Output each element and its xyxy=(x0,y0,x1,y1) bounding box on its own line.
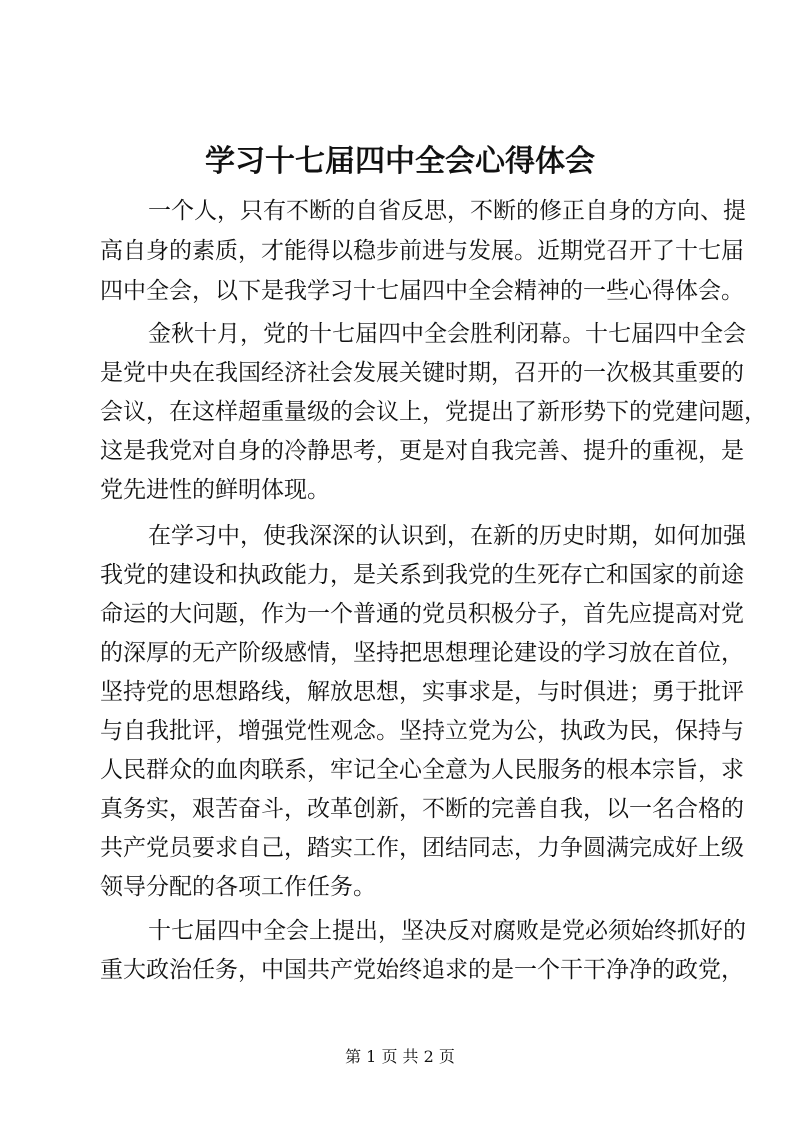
body-line-17: 共产党员要求自己，踏实工作，团结同志，力争圆满完成好上级 xyxy=(100,835,744,861)
body-line-15: 人民群众的血肉联系，牢记全心全意为人民服务的根本宗旨，求 xyxy=(100,757,744,783)
body-line-5: 是党中央在我国经济社会发展关键时期，召开的一次极其重要的 xyxy=(100,360,744,386)
body-line-2: 高自身的素质，才能得以稳步前进与发展。近期党召开了十七届 xyxy=(100,238,744,264)
body-line-20: 重大政治任务，中国共产党始终追求的是一个干干净净的政党， xyxy=(100,957,744,983)
body-line-7: 这是我党对自身的冷静思考，更是对自我完善、提升的重视，是 xyxy=(100,438,744,464)
document-title: 学习十七届四中全会心得体会 xyxy=(205,144,595,179)
body-line-8: 党先进性的鲜明体现。 xyxy=(100,477,330,503)
body-line-1: 一个人，只有不断的自省反思，不断的修正自身的方向、提 xyxy=(148,198,746,224)
body-line-6: 会议，在这样超重量级的会议上，党提出了新形势下的党建问题， xyxy=(100,399,767,425)
body-line-18: 领导分配的各项工作任务。 xyxy=(100,874,376,900)
page-number-footer: 第 1 页 共 2 页 xyxy=(345,1047,455,1066)
body-line-4: 金秋十月，党的十七届四中全会胜利闭幕。十七届四中全会 xyxy=(148,321,746,347)
body-line-3: 四中全会，以下是我学习十七届四中全会精神的一些心得体会。 xyxy=(100,278,744,304)
body-line-10: 我党的建设和执政能力，是关系到我党的生死存亡和国家的前途 xyxy=(100,562,744,588)
body-line-16: 真务实，艰苦奋斗，改革创新，不断的完善自我，以一名合格的 xyxy=(100,796,744,822)
body-line-19: 十七届四中全会上提出，坚决反对腐败是党必须始终抓好的 xyxy=(148,918,746,944)
body-line-12: 的深厚的无产阶级感情，坚持把思想理论建设的学习放在首位， xyxy=(100,640,744,666)
body-line-9: 在学习中，使我深深的认识到，在新的历史时期，如何加强 xyxy=(148,523,746,549)
body-line-13: 坚持党的思想路线，解放思想，实事求是，与时俱进；勇于批评 xyxy=(100,679,744,705)
body-line-11: 命运的大问题，作为一个普通的党员积极分子，首先应提高对党 xyxy=(100,601,744,627)
body-line-14: 与自我批评，增强党性观念。坚持立党为公，执政为民，保持与 xyxy=(100,718,744,744)
